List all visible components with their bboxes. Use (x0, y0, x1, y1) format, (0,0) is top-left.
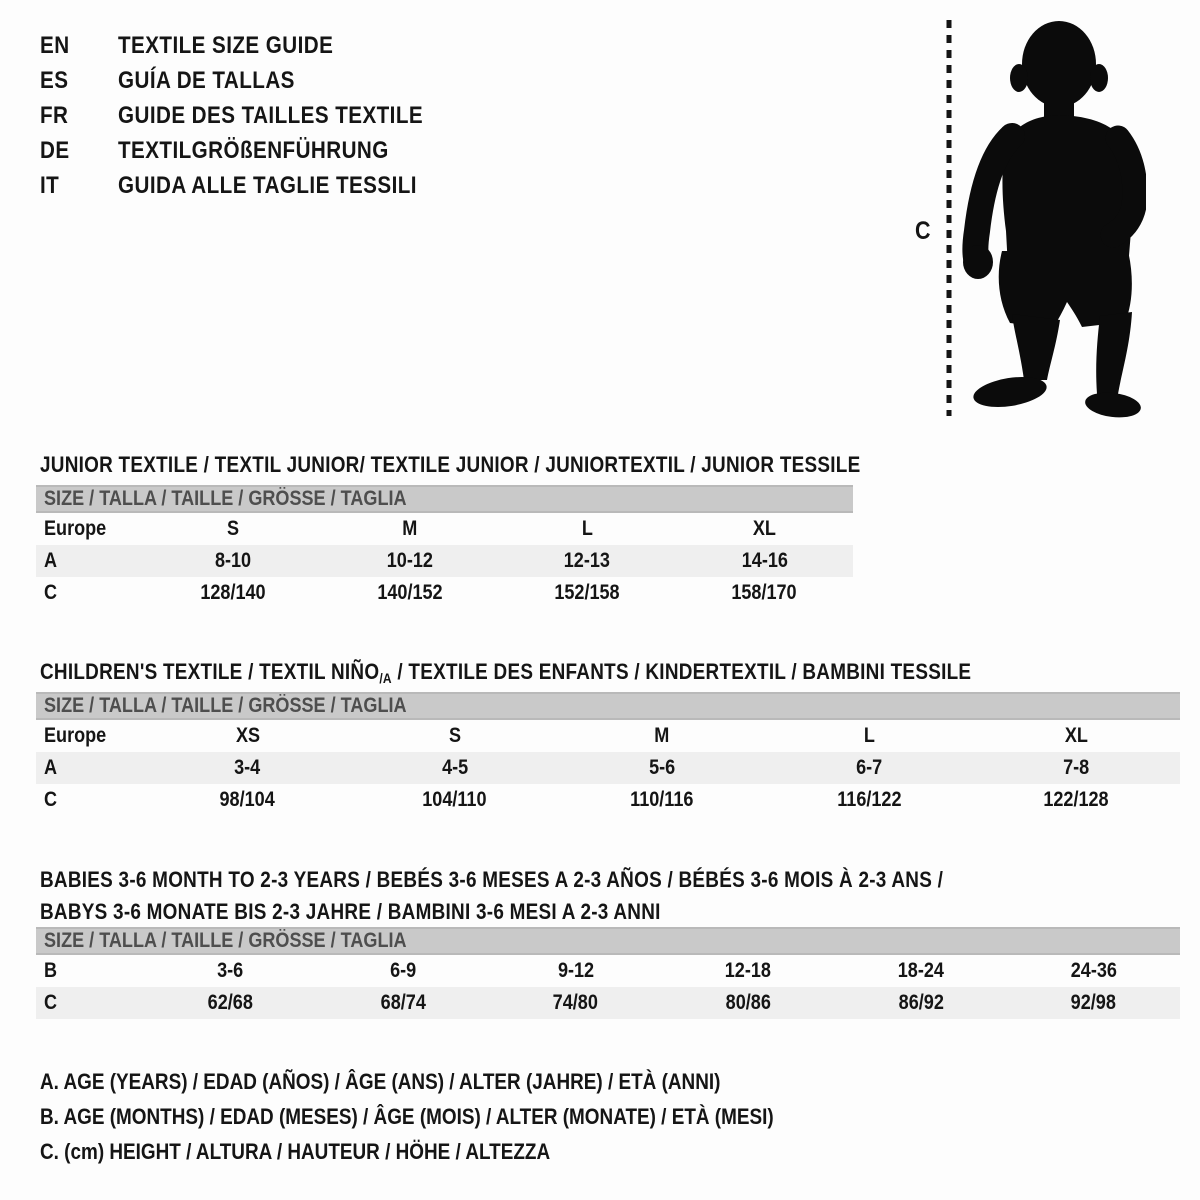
months-cell: 6-9 (389, 959, 417, 982)
height-cell: 92/98 (1071, 991, 1117, 1014)
age-cell: 8-10 (214, 549, 251, 572)
size-cell: L (863, 724, 875, 747)
row-label: A (44, 549, 58, 572)
age-cell: 6-7 (856, 756, 883, 779)
height-cell: 86/92 (898, 991, 944, 1014)
age-cell: 14-16 (741, 549, 788, 572)
age-cell: 3-4 (234, 756, 261, 779)
table-row-europe (36, 513, 853, 545)
size-cell: M (402, 517, 418, 540)
language-code: IT (40, 171, 60, 199)
height-label: C (915, 217, 931, 245)
age-cell: 10-12 (386, 549, 433, 572)
row-label: Europe (44, 517, 107, 540)
size-cell: S (448, 724, 461, 747)
height-cell: 68/74 (380, 991, 426, 1014)
toddler-silhouette-icon (950, 16, 1146, 424)
row-label: C (44, 788, 58, 811)
months-cell: 18-24 (897, 959, 945, 982)
table-row-europe (36, 720, 1180, 752)
size-cell: XS (235, 724, 260, 747)
size-cell: XL (1064, 724, 1088, 747)
nino-a-subscript: /A (379, 670, 392, 687)
age-cell: 12-13 (564, 549, 611, 572)
age-cell: 4-5 (441, 756, 468, 779)
height-cell: 158/170 (731, 581, 798, 604)
table-row-height (36, 577, 853, 609)
height-cell: 98/104 (219, 788, 276, 811)
language-title: TEXTILGRÖßENFÜHRUNG (118, 136, 389, 164)
language-title: TEXTILE SIZE GUIDE (118, 31, 334, 59)
size-cell: M (654, 724, 670, 747)
height-cell: 116/122 (837, 788, 902, 811)
babies-size-table (36, 927, 1180, 1019)
language-title: GUIDE DES TAILLES TEXTILE (118, 101, 424, 129)
height-cell: 122/128 (1043, 788, 1110, 811)
table-header-band: SIZE / TALLA / TAILLE / GRÖSSE / TAGLIA (36, 927, 1180, 955)
language-title: GUIDA ALLE TAGLIE TESSILI (118, 171, 417, 199)
legend-line-a: A. AGE (YEARS) / EDAD (AÑOS) / ÂGE (ANS) / ALTER (JAHRE) / ETÀ (ANNI) (40, 1068, 721, 1094)
age-cell: 7-8 (1063, 756, 1090, 779)
table-header-band: SIZE / TALLA / TAILLE / GRÖSSE / TAGLIA (36, 485, 853, 513)
height-cell: 140/152 (377, 581, 443, 604)
language-row-de (40, 133, 473, 168)
language-code: FR (40, 101, 69, 129)
row-label: B (44, 959, 58, 982)
language-list (40, 28, 473, 203)
height-cell: 128/140 (199, 581, 266, 604)
height-cell: 152/158 (554, 581, 620, 604)
months-cell: 12-18 (725, 959, 772, 982)
legend (40, 1064, 893, 1169)
row-label: C (44, 581, 58, 604)
section-title-babies-line2: BABYS 3-6 MONATE BIS 2-3 JAHRE / BAMBINI 3-6 MESI A 2-3 ANNI (40, 899, 661, 925)
section-title-junior: JUNIOR TEXTILE / TEXTIL JUNIOR/ TEXTILE JUNIOR / JUNIORTEXTIL / JUNIOR TESSILE (40, 452, 861, 478)
table-row-height (36, 784, 1180, 816)
section-title-babies-line1: BABIES 3-6 MONTH TO 2-3 YEARS / BEBÉS 3-6 MESES A 2-3 AÑOS / BÉBÉS 3-6 MOIS À 2-3 ANS / (40, 867, 944, 893)
height-cell: 74/80 (553, 991, 599, 1014)
age-cell: 5-6 (648, 756, 676, 779)
size-cell: S (226, 517, 239, 540)
table-header-band: SIZE / TALLA / TAILLE / GRÖSSE / TAGLIA (36, 692, 1180, 720)
language-code: ES (40, 66, 69, 94)
height-cell: 62/68 (207, 991, 253, 1014)
height-cell: 104/110 (422, 788, 487, 811)
junior-size-table (36, 485, 853, 609)
legend-line-b: B. AGE (MONTHS) / EDAD (MESES) / ÂGE (MOIS) / ALTER (MONATE) / ETÀ (MESI) (40, 1103, 774, 1129)
row-label: Europe (44, 724, 107, 747)
months-cell: 3-6 (217, 959, 244, 982)
table-row-months (36, 955, 1180, 987)
language-row-en (40, 28, 473, 63)
language-code: DE (40, 136, 70, 164)
table-row-age (36, 752, 1180, 784)
months-cell: 9-12 (557, 959, 594, 982)
height-cell: 80/86 (725, 991, 771, 1014)
language-title: GUÍA DE TALLAS (118, 66, 295, 94)
language-row-it (40, 168, 473, 203)
table-row-age (36, 545, 853, 577)
table-row-height (36, 987, 1180, 1019)
height-cell: 110/116 (630, 788, 694, 811)
language-code: EN (40, 31, 70, 59)
children-size-table (36, 692, 1180, 816)
size-cell: L (581, 517, 593, 540)
row-label: A (44, 756, 58, 779)
section-title-children: CHILDREN'S TEXTILE / TEXTIL NIÑO/A / TEXTILE DES ENFANTS / KINDERTEXTIL / BAMBINI TESSILE (40, 659, 972, 687)
language-row-es (40, 63, 473, 98)
language-row-fr (40, 98, 473, 133)
row-label: C (44, 991, 58, 1014)
size-cell: XL (752, 517, 776, 540)
months-cell: 24-36 (1070, 959, 1117, 982)
legend-line-c: C. (cm) HEIGHT / ALTURA / HAUTEUR / HÖHE / ALTEZZA (40, 1138, 551, 1164)
